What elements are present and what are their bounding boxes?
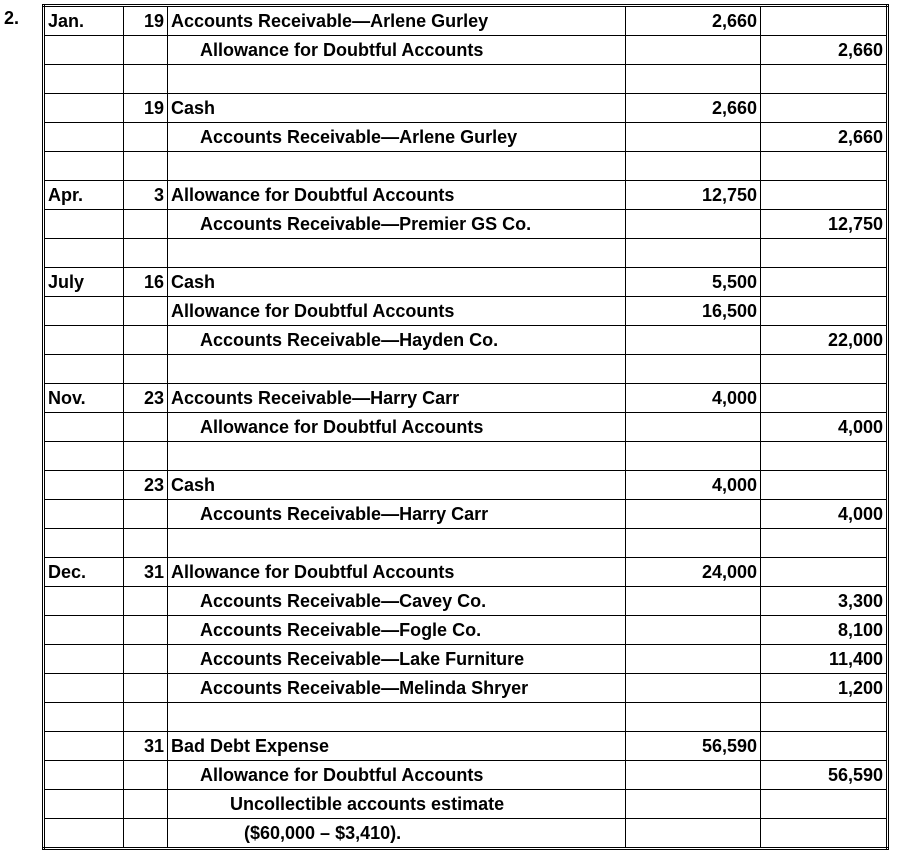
credit-cell — [761, 558, 888, 587]
date-day-cell — [124, 674, 168, 703]
date-month-cell — [44, 471, 124, 500]
date-month-cell — [44, 790, 124, 819]
journal-row — [44, 6, 888, 36]
account-title-cell: Accounts Receivable—Arlene Gurley — [168, 123, 626, 152]
date-day-cell: 23 — [124, 384, 168, 413]
date-day-cell — [124, 819, 168, 849]
journal-row — [44, 94, 888, 123]
account-title-cell: Accounts Receivable—Harry Carr — [168, 500, 626, 529]
account-title-cell: Accounts Receivable—Melinda Shryer — [168, 674, 626, 703]
credit-cell: 56,590 — [761, 761, 888, 790]
journal-row — [44, 790, 888, 819]
credit-cell: 22,000 — [761, 326, 888, 355]
debit-cell: 4,000 — [626, 471, 761, 500]
credit-cell — [761, 790, 888, 819]
journal-row — [44, 36, 888, 65]
credit-cell — [761, 65, 888, 94]
date-day-cell — [124, 616, 168, 645]
account-title-cell — [168, 355, 626, 384]
account-title-cell: Accounts Receivable—Lake Furniture — [168, 645, 626, 674]
credit-cell — [761, 297, 888, 326]
credit-cell: 4,000 — [761, 413, 888, 442]
account-title-cell: Bad Debt Expense — [168, 732, 626, 761]
date-day-cell — [124, 210, 168, 239]
date-month-cell — [44, 94, 124, 123]
debit-cell — [626, 587, 761, 616]
date-month-cell — [44, 587, 124, 616]
credit-cell — [761, 703, 888, 732]
account-title-cell: Cash — [168, 268, 626, 297]
journal-row — [44, 761, 888, 790]
date-month-cell — [44, 703, 124, 732]
date-day-cell — [124, 442, 168, 471]
date-month-cell — [44, 732, 124, 761]
account-title-cell: Accounts Receivable—Arlene Gurley — [168, 6, 626, 36]
date-day-cell — [124, 500, 168, 529]
journal-row — [44, 703, 888, 732]
date-day-cell — [124, 239, 168, 268]
credit-cell: 4,000 — [761, 500, 888, 529]
account-title-cell — [168, 529, 626, 558]
journal-row — [44, 819, 888, 849]
date-day-cell — [124, 645, 168, 674]
date-day-cell — [124, 36, 168, 65]
credit-cell — [761, 471, 888, 500]
journal-row — [44, 413, 888, 442]
account-title-cell: Cash — [168, 471, 626, 500]
debit-cell — [626, 152, 761, 181]
date-day-cell — [124, 529, 168, 558]
date-day-cell: 31 — [124, 558, 168, 587]
journal-row — [44, 442, 888, 471]
journal-row — [44, 326, 888, 355]
credit-cell — [761, 442, 888, 471]
credit-cell: 2,660 — [761, 123, 888, 152]
debit-cell: 2,660 — [626, 94, 761, 123]
date-month-cell — [44, 442, 124, 471]
debit-cell — [626, 123, 761, 152]
credit-cell: 3,300 — [761, 587, 888, 616]
date-day-cell — [124, 761, 168, 790]
journal-row — [44, 558, 888, 587]
journal-row — [44, 355, 888, 384]
credit-cell — [761, 152, 888, 181]
debit-cell — [626, 703, 761, 732]
debit-cell — [626, 500, 761, 529]
date-month-cell — [44, 413, 124, 442]
account-title-cell: Uncollectible accounts estimate — [168, 790, 626, 819]
date-month-cell — [44, 210, 124, 239]
date-month-cell: Jan. — [44, 6, 124, 36]
account-title-cell — [168, 239, 626, 268]
date-day-cell — [124, 790, 168, 819]
date-day-cell: 19 — [124, 94, 168, 123]
date-day-cell — [124, 587, 168, 616]
date-month-cell — [44, 326, 124, 355]
journal-row — [44, 674, 888, 703]
date-day-cell — [124, 355, 168, 384]
date-month-cell — [44, 616, 124, 645]
account-title-cell — [168, 152, 626, 181]
debit-cell — [626, 442, 761, 471]
debit-cell — [626, 819, 761, 849]
date-month-cell — [44, 123, 124, 152]
debit-cell: 5,500 — [626, 268, 761, 297]
date-month-cell: Dec. — [44, 558, 124, 587]
journal-row — [44, 239, 888, 268]
account-title-cell: Allowance for Doubtful Accounts — [168, 558, 626, 587]
account-title-cell: Allowance for Doubtful Accounts — [168, 761, 626, 790]
date-day-cell: 19 — [124, 6, 168, 36]
account-title-cell: Accounts Receivable—Premier GS Co. — [168, 210, 626, 239]
journal-row — [44, 152, 888, 181]
date-month-cell — [44, 36, 124, 65]
journal-row — [44, 210, 888, 239]
date-day-cell — [124, 65, 168, 94]
date-day-cell: 3 — [124, 181, 168, 210]
date-day-cell — [124, 297, 168, 326]
credit-cell — [761, 239, 888, 268]
date-month-cell — [44, 819, 124, 849]
journal-row — [44, 384, 888, 413]
date-day-cell — [124, 413, 168, 442]
debit-cell — [626, 355, 761, 384]
account-title-cell: Accounts Receivable—Fogle Co. — [168, 616, 626, 645]
general-journal-table — [42, 4, 889, 850]
credit-cell — [761, 819, 888, 849]
credit-cell: 2,660 — [761, 36, 888, 65]
debit-cell — [626, 413, 761, 442]
debit-cell — [626, 65, 761, 94]
credit-cell — [761, 181, 888, 210]
date-day-cell: 23 — [124, 471, 168, 500]
debit-cell: 12,750 — [626, 181, 761, 210]
date-day-cell: 16 — [124, 268, 168, 297]
date-day-cell — [124, 703, 168, 732]
journal-row — [44, 181, 888, 210]
date-month-cell — [44, 529, 124, 558]
account-title-cell: Cash — [168, 94, 626, 123]
debit-cell — [626, 761, 761, 790]
credit-cell — [761, 268, 888, 297]
debit-cell: 56,590 — [626, 732, 761, 761]
debit-cell — [626, 239, 761, 268]
date-day-cell — [124, 123, 168, 152]
account-title-cell — [168, 65, 626, 94]
credit-cell — [761, 355, 888, 384]
debit-cell — [626, 645, 761, 674]
date-month-cell: Apr. — [44, 181, 124, 210]
credit-cell: 11,400 — [761, 645, 888, 674]
date-month-cell — [44, 65, 124, 94]
date-month-cell — [44, 761, 124, 790]
credit-cell — [761, 94, 888, 123]
journal-row — [44, 529, 888, 558]
date-month-cell — [44, 297, 124, 326]
date-month-cell — [44, 500, 124, 529]
debit-cell — [626, 616, 761, 645]
journal-row — [44, 65, 888, 94]
journal-row — [44, 123, 888, 152]
account-title-cell: Accounts Receivable—Cavey Co. — [168, 587, 626, 616]
journal-row — [44, 471, 888, 500]
debit-cell — [626, 674, 761, 703]
account-title-cell: ($60,000 – $3,410). — [168, 819, 626, 849]
account-title-cell: Accounts Receivable—Hayden Co. — [168, 326, 626, 355]
journal-row — [44, 732, 888, 761]
credit-cell: 1,200 — [761, 674, 888, 703]
debit-cell — [626, 529, 761, 558]
debit-cell: 2,660 — [626, 6, 761, 36]
journal-body — [44, 6, 888, 849]
date-day-cell: 31 — [124, 732, 168, 761]
date-day-cell — [124, 326, 168, 355]
journal-row — [44, 645, 888, 674]
credit-cell — [761, 529, 888, 558]
debit-cell — [626, 210, 761, 239]
date-month-cell — [44, 152, 124, 181]
credit-cell — [761, 384, 888, 413]
journal-row — [44, 500, 888, 529]
date-month-cell — [44, 674, 124, 703]
debit-cell: 16,500 — [626, 297, 761, 326]
debit-cell: 4,000 — [626, 384, 761, 413]
date-month-cell: July — [44, 268, 124, 297]
credit-cell — [761, 732, 888, 761]
date-month-cell — [44, 645, 124, 674]
account-title-cell: Allowance for Doubtful Accounts — [168, 36, 626, 65]
debit-cell — [626, 326, 761, 355]
debit-cell — [626, 36, 761, 65]
date-day-cell — [124, 152, 168, 181]
debit-cell — [626, 790, 761, 819]
account-title-cell — [168, 442, 626, 471]
date-month-cell — [44, 239, 124, 268]
credit-cell — [761, 6, 888, 36]
journal-row — [44, 587, 888, 616]
date-month-cell: Nov. — [44, 384, 124, 413]
debit-cell: 24,000 — [626, 558, 761, 587]
problem-number: 2. — [4, 8, 20, 28]
account-title-cell: Allowance for Doubtful Accounts — [168, 181, 626, 210]
journal-row — [44, 268, 888, 297]
account-title-cell: Accounts Receivable—Harry Carr — [168, 384, 626, 413]
account-title-cell: Allowance for Doubtful Accounts — [168, 297, 626, 326]
date-month-cell — [44, 355, 124, 384]
credit-cell: 12,750 — [761, 210, 888, 239]
account-title-cell: Allowance for Doubtful Accounts — [168, 413, 626, 442]
journal-row — [44, 616, 888, 645]
credit-cell: 8,100 — [761, 616, 888, 645]
journal-row — [44, 297, 888, 326]
account-title-cell — [168, 703, 626, 732]
